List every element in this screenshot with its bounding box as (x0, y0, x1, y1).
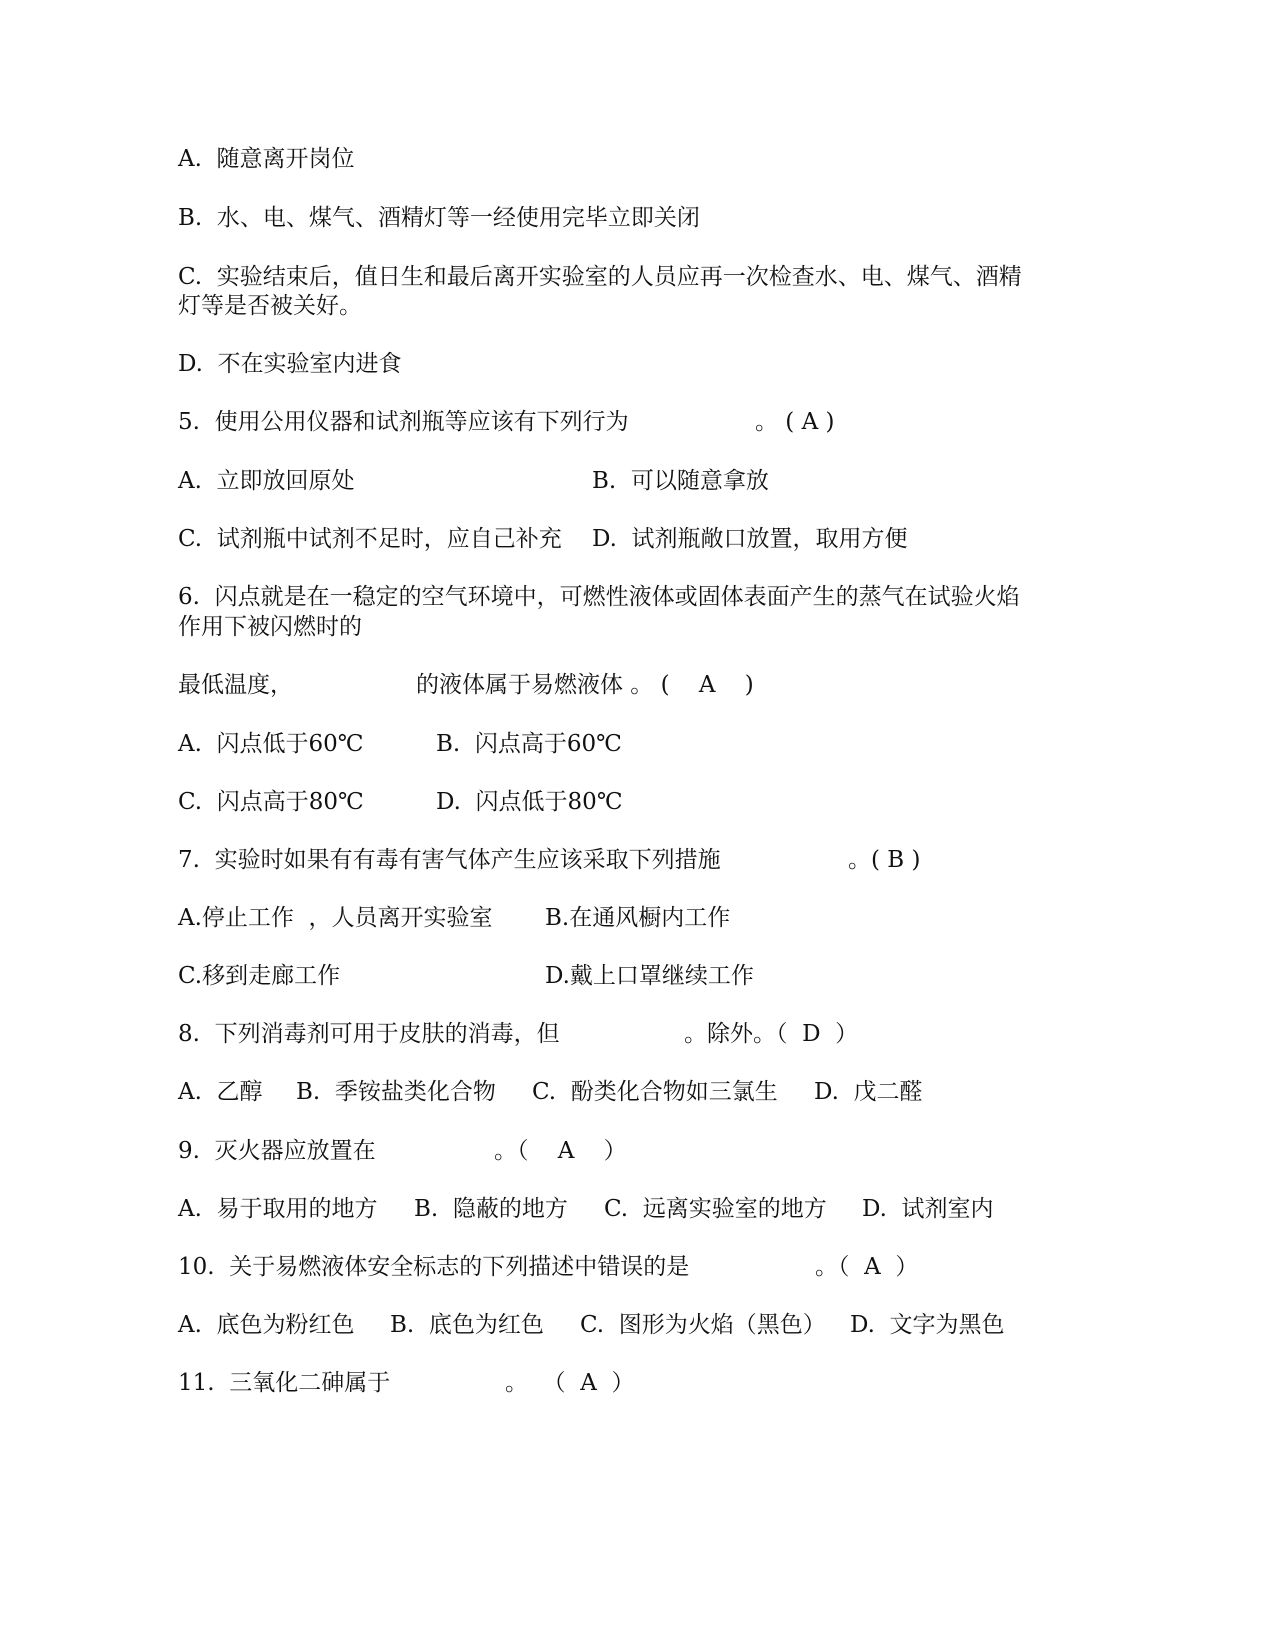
q10-option-a: A. 底色为粉红色 (178, 1312, 355, 1338)
q4-option-b: B. 水、电、煤气、酒精灯等一经使用完毕立即关闭 (178, 205, 700, 231)
q10-option-d: D. 文字为黑色 (850, 1312, 1005, 1338)
q4-option-c-line2: 灯等是否被关好。 (178, 293, 362, 319)
q5-answer: 。 ( A ) (755, 409, 835, 435)
q9-option-a: A. 易于取用的地方 (178, 1196, 378, 1222)
q6-option-b: B. 闪点高于60℃ (436, 731, 622, 757)
q5-option-b: B. 可以随意拿放 (592, 468, 769, 494)
q8-option-a: A. 乙醇 (178, 1079, 263, 1105)
q6-stem-line3: 最低温度， (178, 672, 293, 698)
q9-option-c: C. 远离实验室的地方 (604, 1196, 827, 1222)
q4-option-d: D. 不在实验室内进食 (178, 351, 402, 377)
q9-option-d: D. 试剂室内 (862, 1196, 994, 1222)
q6-option-c: C. 闪点高于80℃ (178, 789, 364, 815)
q4-option-c-line1: C. 实验结束后，值日生和最后离开实验室的人员应再一次检查水、电、煤气、酒精 (178, 264, 1022, 290)
q8-option-d: D. 戊二醛 (814, 1079, 923, 1105)
q6-stem-line2: 作用下被闪燃时的 (178, 614, 362, 640)
q6-answer: 的液体属于易燃液体 。 ( A ) (416, 672, 754, 698)
q5-stem: 5. 使用公用仪器和试剂瓶等应该有下列行为 (178, 409, 629, 435)
q10-answer: 。（ A ） (815, 1254, 919, 1280)
q5-option-a: A. 立即放回原处 (178, 468, 355, 494)
q4-option-a: A. 随意离开岗位 (178, 146, 355, 172)
q7-answer: 。( B ) (848, 847, 921, 873)
q8-option-c: C. 酚类化合物如三氯生 (532, 1079, 778, 1105)
q8-stem: 8. 下列消毒剂可用于皮肤的消毒，但 (178, 1021, 560, 1047)
q11-stem: 11. 三氧化二砷属于 (178, 1370, 391, 1396)
q7-option-b: B.在通风橱内工作 (545, 905, 731, 931)
q7-stem: 7. 实验时如果有有毒有害气体产生应该采取下列措施 (178, 847, 721, 873)
q9-answer: 。（ A ） (494, 1138, 627, 1164)
q9-option-b: B. 隐蔽的地方 (414, 1196, 568, 1222)
q10-option-c: C. 图形为火焰（黑色） (580, 1312, 826, 1338)
q9-stem: 9. 灭火器应放置在 (178, 1138, 376, 1164)
q6-stem-line1: 6. 闪点就是在一稳定的空气环境中，可燃性液体或固体表面产生的蒸气在试验火焰 (178, 584, 1020, 610)
q7-option-a: A.停止工作 ，人员离开实验室 (178, 905, 493, 931)
q5-option-c: C. 试剂瓶中试剂不足时，应自己补充 (178, 526, 562, 552)
q10-option-b: B. 底色为红色 (390, 1312, 544, 1338)
q10-stem: 10. 关于易燃液体安全标志的下列描述中错误的是 (178, 1254, 690, 1280)
q11-answer: 。 （ A ） (505, 1370, 635, 1396)
q8-answer: 。除外。（ D ） (684, 1021, 859, 1047)
q5-option-d: D. 试剂瓶敞口放置，取用方便 (592, 526, 908, 552)
q7-option-d: D.戴上口罩继续工作 (545, 963, 754, 989)
q7-option-c: C.移到走廊工作 (178, 963, 341, 989)
q6-option-d: D. 闪点低于80℃ (436, 789, 623, 815)
q6-option-a: A. 闪点低于60℃ (178, 731, 364, 757)
q8-option-b: B. 季铵盐类化合物 (296, 1079, 496, 1105)
